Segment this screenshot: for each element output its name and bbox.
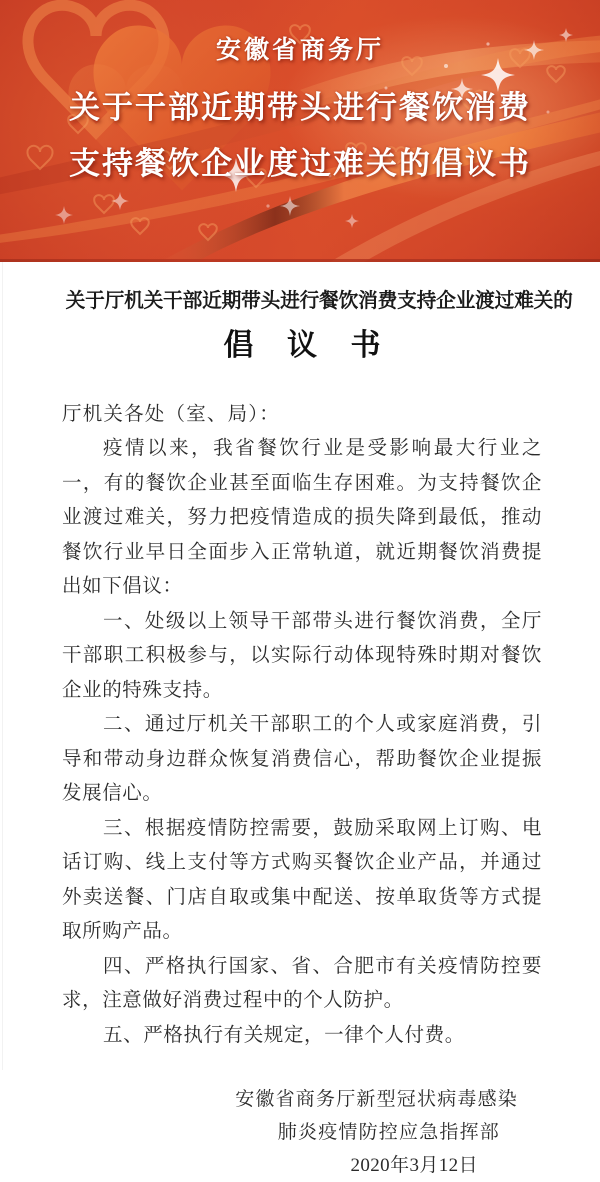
document-salutation: 厅机关各处（室、局）： [62,404,280,425]
banner-org-name: 安徽省商务厅 [215,37,384,64]
document-paragraph-intro: 疫情以来，我省餐饮行业是受影响最大行业之一，有的餐饮企业甚至面临生存困难。为支持餐饮企业渡过难关，努力把疫情造成的损失降到最低，推动餐饮行业早日全面步入正常轨道，就近期餐饮消费提出如下倡议： [62,438,542,597]
signature-date: 2020年3月12日 [350,1155,478,1176]
page-left-rule [2,262,3,1070]
document-paragraph-item-2: 二、通过厅机关干部职工的个人或家庭消费，引导和带动身边群众恢复消费信心，帮助餐饮企业提振发展信心。 [62,714,542,804]
document-title-line-1: 关于厅机关干部近期带头进行餐饮消费支持企业渡过难关的 [65,290,573,312]
banner-title-group [0,34,600,192]
document-paragraph-item-3: 三、根据疫情防控需要，鼓励采取网上订购、电话订购、线上支付等方式购买餐饮企业产品，并通过外卖送餐、门店自取或集中配送、按单取货等方式提取所购产品。 [62,817,542,942]
signature-organization-line-1: 安徽省商务厅新型冠状病毒感染 [235,1089,518,1110]
document-signature-block [62,1083,542,1182]
document-paragraph-item-4: 四、严格执行国家、省、合肥市有关疫情防控要求，注意做好消费过程中的个人防护。 [62,955,542,1011]
document-page [0,262,600,1176]
banner-title-line-2: 关于干部近期带头进行餐饮消费 [69,90,531,125]
banner-title-line-3: 支持餐饮企业度过难关的倡议书 [69,146,531,181]
signature-organization-line-2: 肺炎疫情防控应急指挥部 [277,1122,500,1143]
document-paragraph-item-1: 一、处级以上领导干部带头进行餐饮消费，全厅干部职工积极参与，以实际行动体现特殊时期对餐饮企业的特殊支持。 [62,610,542,701]
document-title-line-2: 倡 议 书 [223,329,394,362]
document-paragraph-item-5: 五、严格执行有关规定，一律个人付费。 [103,1024,465,1046]
document-content [62,286,573,1182]
header-banner [0,0,600,262]
